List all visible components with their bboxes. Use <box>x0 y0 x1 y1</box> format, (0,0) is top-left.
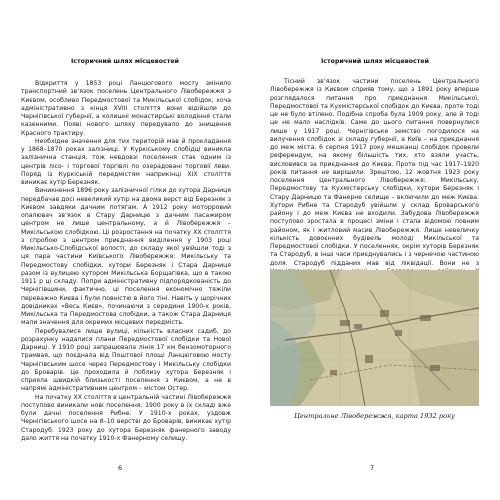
running-header: Історичний шлях місцевостей <box>320 58 430 65</box>
paragraph: Тісний зв’язок частини поселень Центрального Лівобережжя із Києвом сприяв тому, що з 1891 року вперше розглядалося питання про приєднання Микільської, Передмостової та Кухмістерської слобідок до Києва, проте тоді це не було втілено. Подібна спроба була 1909 року, але й тоді це не мало наслідків. Саме до цього питання повернулися лише у 1917 році. Чернігівське земство погодилося на вилучення слобідок зі складу губернії, а Київ – на приєднання до меж міста. 6 серпня 1917 року мешканці слобідок провели референдум, на якому більшість тих, хто взяли участь, висловився за приєднання до Києва. Проте під час 1917–1920 років питання не вирішили. Зрештою, 12 жовтня 1923 року поселення Центрального Лівобережжя: Микільську, Передмостову та Кухмістерську слобідки, хутори Березняк і Стару Дарницю та Фанерне селище – включили до меж Києва. Хутори Рибне та Стародуб увійшли у склад Броварського району і до меж Києва не входили. Забудова Лівобережжя поступово зростала в процесі зміни і стала відомою повним районом, як і житловий масив Лівобережжя. Лише невеличку кількість довоєнних будівель молоді Микільської та Передмостової слобідки. У поселеннях, окрім хуторів Березняк та Стародуб, в інші часи приєднувались і з чернечою частиною доля. Стародуб підданих мав від ліквідації. Вони не з <box>270 78 479 267</box>
map-illustration <box>270 270 479 406</box>
paragraph: Перебувалися лише вулиці, кількість власних садиб, до розрахунку надалися плани Передмостової слобідки та Нової Дарниці. У 1910 році запрацювала лінія 17 км бензомоторного трамвая, що поєднала від Поштової площі Ланцюговою мосту Чернігівським шосе через Передмостову і Микільську слобідки до Броварів. Це проходила й поблизу хутора Березняк і сприяла швидкій близькості поселення з Києвом, а не в напрямі адміністративним центром – містом Остер. <box>21 327 231 393</box>
page-number: 7 <box>370 464 375 472</box>
paragraph: На початку XX століття в центральній частині Лівобережжя поступово виникали нові поселення. 1900 року в їх складі вже були дачні поселення Рибне. У 1910-х роках, уздовж Чернігівського шосе на 8–10 верстві до Броварів, виникає хутір Стародуб. 1923 року до хутора Березняк фанерного заводу дало життя на початку 1910-х Фанерному селищу. <box>21 393 231 442</box>
body-text <box>21 80 231 443</box>
historical-map-image <box>270 270 479 406</box>
paragraph: Необхідне значення для тих територій мав й прокладання у 1868–1870 роках залізниці. У Куркіському слобідці виникла залізнична станція, тож невдовзі поселення стає одним із центрів лісо- і торгової торгівлі по озерадовані торговії леви. Поряд із Куркіській передмістям наприкінці XIX століття виникає хутір Березняк. <box>21 137 231 186</box>
right-page <box>250 0 500 500</box>
running-header: Історичний шлях місцевостей <box>70 58 180 65</box>
paragraph: Відкриття у 1853 році Ланцюгового мосту змінило транспортний зв’язок поселень Центрального Лівобережжя з Києвом, особливо Передмостової та Микільської слобідок, хоча адміністративно з кінця XVIII століття вони відійшли до Чернігівської губернії, а колишні монастирські володіння стали казенними. Появі нового шляху передувало до знищення Красного трактиру. <box>21 80 231 137</box>
paragraph: Виникнення 1896 року залізничної гілки до хутора Дарниця передбачав досі невеликий хутір на двома верст від Березняк з Києвом завдяки дачним потягам. А 1912 року моторровий опалювач зв’язок в Стару Дарницю з дачним пасажиром центром не лише центральному, а й Лівобережжя – Микільською слобідкою. Ці розростання на початку XX століття з спробою з центром приєднання виділення у 1903 році Микільсько-Слобідської волості, до складу якої увійшли тоді з ця пара частини Київського Лівобережжя: Микільську та Передмостову слобідки, хутори Березняк і Стара Дарниця разом із вулицею хутором Микільська Борщагівка, що в такою 1911 р ці складу. Попри адміністративну підпорядкованість до Чернігівщини, фактично, ці поселення економічно тяжіли переважно Києва і були повністю в його тіні. Навіть у щорічних довідниках «Весь Києв», починаючи з середини 1900-х років, Микільська та Передмостова слобідки, а також Стара Дарниця мали значення для окремих місцевих передмість. <box>21 187 231 327</box>
body-text <box>270 78 479 293</box>
page-number: 6 <box>118 464 123 472</box>
map-caption: Центральне Лівобережжя, карта 1932 року <box>294 412 455 420</box>
